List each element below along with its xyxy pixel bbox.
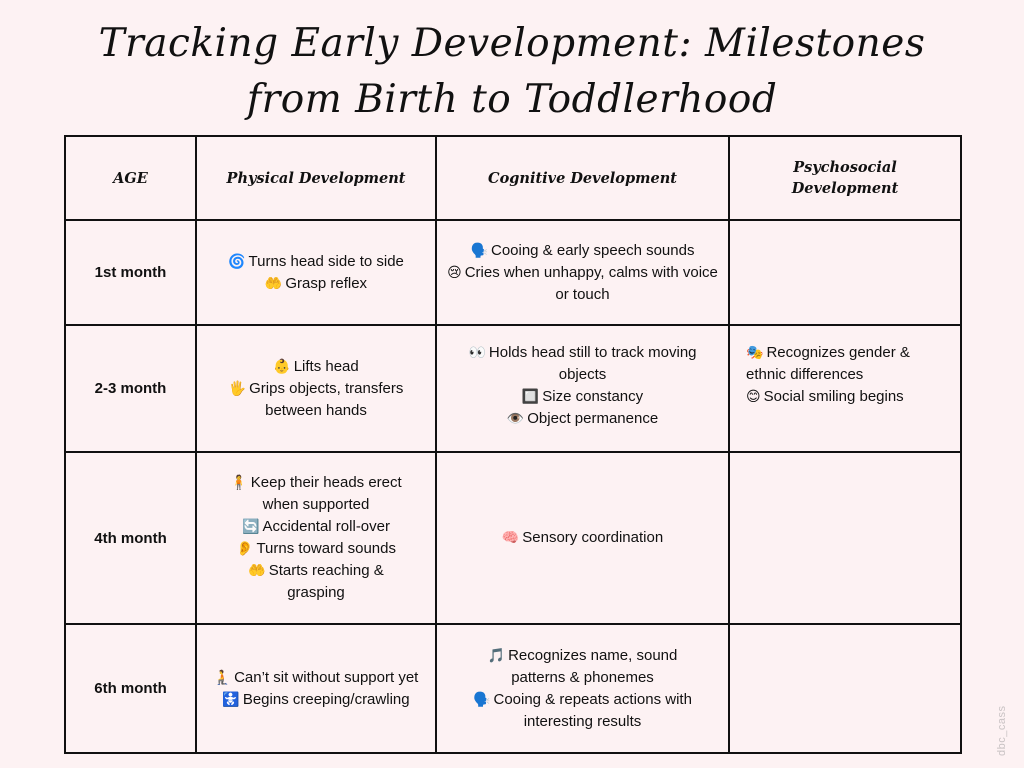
milestone-text: Keep their heads erect when supported <box>250 474 402 513</box>
column-header-physical: Physical Development <box>196 136 436 220</box>
column-header-psychosocial: Psychosocial Development <box>729 136 961 220</box>
milestone-item <box>207 251 425 273</box>
page-title: Tracking Early Development: Milestones from Birth to Toddlerhood <box>98 21 926 122</box>
table-row <box>65 325 961 452</box>
milestone-text: Begins creeping/crawling <box>242 690 410 708</box>
milestone-item <box>221 538 411 560</box>
milestone-text: Social smiling begins <box>763 388 904 405</box>
speaking-head-icon: 🗣️ <box>470 242 488 259</box>
column-header-cognitive: Cognitive Development <box>436 136 729 220</box>
physical-cell <box>196 325 436 452</box>
physical-cell <box>196 624 436 753</box>
cyclone-icon: 🌀 <box>228 253 246 270</box>
milestone-item <box>447 240 718 262</box>
milestone-item <box>467 645 698 689</box>
milestone-text: Recognizes name, sound patterns & phonemes <box>508 646 678 686</box>
brain-icon: 🧠 <box>501 530 520 546</box>
milestone-text: Lifts head <box>293 357 359 375</box>
psychosocial-cell <box>729 220 961 325</box>
cognitive-cell <box>436 325 729 452</box>
milestone-item <box>207 689 425 711</box>
milestone-text: Starts reaching & grasping <box>268 562 384 601</box>
milestone-text: Can’t sit without support yet <box>234 668 419 686</box>
age-cell: 6th month <box>65 624 196 753</box>
header-row <box>65 136 961 220</box>
watermark-text: dbc_cass <box>996 705 1008 756</box>
milestone-item <box>221 516 411 538</box>
milestone-text: Cooing & repeats actions with interesting results <box>493 690 692 730</box>
age-cell: 1st month <box>65 220 196 325</box>
milestone-text: Turns head side to side <box>248 252 404 270</box>
milestone-item <box>746 342 950 386</box>
milestone-text: Accidental roll-over <box>262 518 390 535</box>
musical-note-icon: 🎵 <box>487 647 506 664</box>
baby-icon: 👶 <box>273 358 291 375</box>
cognitive-cell <box>436 624 729 753</box>
crying-face-icon: 😢 <box>447 264 462 281</box>
psychosocial-cell <box>729 624 961 753</box>
palms-up-icon: 🤲 <box>264 275 283 292</box>
milestones-table <box>64 135 962 754</box>
table-row <box>65 452 961 624</box>
age-cell: 2-3 month <box>65 325 196 452</box>
milestone-item <box>221 560 411 604</box>
speaking-head-icon: 🗣️ <box>473 691 491 708</box>
milestone-text: Cooing & early speech sounds <box>490 241 695 259</box>
cognitive-cell <box>436 220 729 325</box>
age-cell: 4th month <box>65 452 196 624</box>
milestone-item <box>447 342 718 386</box>
psychosocial-cell <box>729 325 961 452</box>
ear-icon: 👂 <box>236 541 254 557</box>
smiling-face-icon: 😊 <box>746 389 761 405</box>
milestone-text: Object permanence <box>527 410 659 427</box>
milestone-text: Grasp reflex <box>285 274 368 292</box>
milestone-item <box>467 689 698 733</box>
raised-hand-icon: 🖐️ <box>228 380 247 397</box>
milestone-text: Holds head still to track moving objects <box>488 344 697 383</box>
physical-cell <box>196 452 436 624</box>
milestone-text: Sensory coordination <box>522 529 664 546</box>
square-button-icon: 🔲 <box>521 389 540 405</box>
column-header-age: AGE <box>65 136 196 220</box>
milestone-item <box>447 386 718 408</box>
milestone-item <box>207 356 425 378</box>
table-row <box>65 220 961 325</box>
milestone-item <box>746 386 950 408</box>
standing-person-icon: 🧍 <box>230 475 248 491</box>
milestone-item <box>207 378 425 422</box>
masks-icon: 🎭 <box>746 345 764 361</box>
milestone-item <box>221 472 411 516</box>
palms-up-icon: 🤲 <box>248 563 266 579</box>
physical-cell <box>196 220 436 325</box>
milestone-text: Turns toward sounds <box>256 540 396 557</box>
milestone-item <box>207 273 425 295</box>
milestone-item <box>447 262 718 306</box>
cognitive-cell <box>436 452 729 624</box>
psychosocial-cell <box>729 452 961 624</box>
milestone-item <box>447 408 718 430</box>
milestone-text: Cries when unhappy, calms with voice or touch <box>464 263 718 303</box>
milestone-text: Recognizes gender & ethnic differences <box>746 344 910 383</box>
rotate-arrows-icon: 🔄 <box>242 519 260 535</box>
milestone-text: Size constancy <box>542 388 644 405</box>
baby-symbol-icon: 🚼 <box>222 691 240 708</box>
milestone-item <box>207 667 425 689</box>
table-row <box>65 624 961 753</box>
kneeling-person-icon: 🧎 <box>213 669 232 686</box>
eye-icon: 👁️ <box>506 411 525 427</box>
eyes-icon: 👀 <box>468 345 486 361</box>
milestone-item <box>447 527 718 549</box>
milestone-text: Grips objects, transfers between hands <box>249 379 404 419</box>
